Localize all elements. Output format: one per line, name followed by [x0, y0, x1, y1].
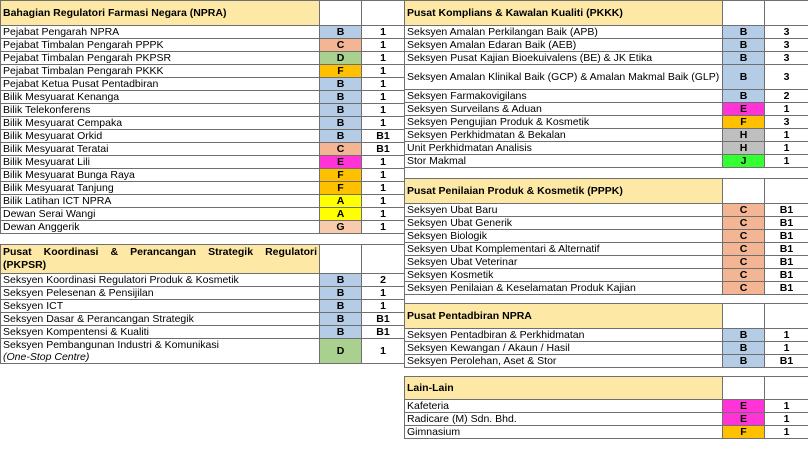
floor-value: 1 — [765, 155, 808, 168]
office-name-text: Bilik Mesyuarat Cempaka — [3, 117, 123, 129]
floor-value: 1 — [362, 221, 405, 234]
table-row — [1, 156, 405, 169]
table-row — [405, 52, 808, 65]
office-name — [405, 243, 723, 256]
floor-value: 1 — [362, 52, 405, 65]
table-row — [405, 355, 808, 368]
table-row — [1, 117, 405, 130]
spacer-row — [1, 234, 405, 245]
table-row — [405, 129, 808, 142]
block-code-badge: B — [320, 300, 362, 313]
block-code-badge: B — [723, 355, 765, 368]
table-row — [405, 90, 808, 103]
block-code-badge: B — [320, 117, 362, 130]
block-code-badge: E — [723, 413, 765, 426]
table-row — [1, 65, 405, 78]
block-code-badge: B — [320, 326, 362, 339]
section-header-row — [405, 1, 808, 26]
floor-value: B1 — [765, 230, 808, 243]
floor-value: 1 — [362, 156, 405, 169]
floor-value: B1 — [765, 243, 808, 256]
office-name-text: Seksyen Pentadbiran & Perkhidmatan — [407, 329, 585, 341]
section-title: Pusat Komplians & Kawalan Kualiti (PKKK) — [405, 1, 723, 26]
block-code-badge: C — [723, 243, 765, 256]
table-row — [1, 39, 405, 52]
block-code-badge: B — [723, 65, 765, 90]
office-name-text: Bilik Mesyuarat Orkid — [3, 130, 103, 142]
table-row — [1, 169, 405, 182]
office-name-text: Seksyen Perkhidmatan & Bekalan — [407, 129, 566, 141]
spacer-cell — [723, 368, 765, 377]
office-name — [1, 169, 320, 182]
table-row — [1, 104, 405, 117]
office-name-text: Seksyen Biologik — [407, 230, 487, 242]
table-row — [1, 208, 405, 221]
office-name-text: Seksyen Dasar & Perancangan Strategik — [3, 313, 194, 325]
block-code-badge: F — [723, 116, 765, 129]
block-code-badge: A — [320, 208, 362, 221]
floor-value: 1 — [765, 426, 808, 439]
spacer-cell — [723, 295, 765, 304]
table-row — [405, 269, 808, 282]
section-title: Pusat Pentadbiran NPRA — [405, 304, 723, 329]
office-name — [1, 78, 320, 91]
block-code-badge: C — [723, 256, 765, 269]
block-code-badge: B — [320, 130, 362, 143]
office-name-text: Seksyen Koordinasi Regulatori Produk & Kosmetik — [3, 274, 239, 286]
floor-value: 3 — [765, 52, 808, 65]
block-code-badge: E — [723, 103, 765, 116]
office-name-note: (One-Stop Centre) — [3, 351, 90, 363]
office-name-text: Seksyen Amalan Edaran Baik (AEB) — [407, 39, 577, 51]
floor-value: 1 — [765, 142, 808, 155]
table-row — [1, 130, 405, 143]
office-name-text: Dewan Serai Wangi — [3, 208, 96, 220]
section-title: Bahagian Regulatori Farmasi Negara (NPRA) — [1, 1, 320, 26]
office-name-text: Seksyen Perolehan, Aset & Stor — [407, 355, 557, 367]
block-code-badge: C — [723, 217, 765, 230]
floor-value: B1 — [362, 313, 405, 326]
floor-value: B1 — [765, 269, 808, 282]
office-name — [1, 221, 320, 234]
table-row — [405, 204, 808, 217]
floor-value: 1 — [362, 208, 405, 221]
table-row — [405, 39, 808, 52]
table-row — [405, 230, 808, 243]
office-name-text: Pejabat Timbalan Pengarah PKPSR — [3, 52, 172, 64]
office-name — [1, 26, 320, 39]
block-code-badge: C — [320, 39, 362, 52]
table-row — [405, 155, 808, 168]
office-name — [405, 103, 723, 116]
office-name — [405, 39, 723, 52]
table-row — [1, 78, 405, 91]
office-name — [405, 282, 723, 295]
table-row — [1, 326, 405, 339]
section-header-row — [405, 304, 808, 329]
office-name — [405, 400, 723, 413]
office-name-text: Seksyen Kewangan / Akaun / Hasil — [407, 342, 570, 354]
floor-value: 1 — [765, 103, 808, 116]
office-name-text: Seksyen Penilaian & Keselamatan Produk Kajian — [407, 282, 636, 294]
office-name — [1, 91, 320, 104]
floor-value: 3 — [765, 116, 808, 129]
office-name — [1, 182, 320, 195]
office-name-text: Stor Makmal — [407, 155, 466, 167]
block-code-badge: D — [320, 339, 362, 364]
office-name — [1, 287, 320, 300]
floor-value: 2 — [362, 274, 405, 287]
office-name-text: Pejabat Timbalan Pengarah PKKK — [3, 65, 164, 77]
office-name — [1, 274, 320, 287]
floor-value: 3 — [765, 26, 808, 39]
office-name-text: Bilik Telekonferens — [3, 104, 91, 116]
block-code-badge: B — [320, 104, 362, 117]
office-name-text: Radicare (M) Sdn. Bhd. — [407, 413, 517, 425]
header-spacer — [320, 1, 362, 26]
floor-value: 1 — [765, 413, 808, 426]
block-code-badge: B — [320, 26, 362, 39]
table-row — [405, 26, 808, 39]
spacer-cell — [362, 234, 405, 245]
office-name — [405, 413, 723, 426]
block-code-badge: F — [723, 426, 765, 439]
office-name — [1, 52, 320, 65]
floor-value: 1 — [362, 169, 405, 182]
floor-value: B1 — [765, 282, 808, 295]
block-code-badge: C — [723, 282, 765, 295]
office-name — [1, 208, 320, 221]
table-row — [405, 342, 808, 355]
office-name — [405, 142, 723, 155]
block-code-badge: B — [320, 91, 362, 104]
floor-value: 1 — [362, 65, 405, 78]
floor-value: 1 — [362, 182, 405, 195]
office-name — [1, 300, 320, 313]
section-title: Lain-Lain — [405, 377, 723, 400]
header-spacer — [765, 304, 808, 329]
floor-value: 1 — [362, 91, 405, 104]
office-name-text: Seksyen Amalan Perkilangan Baik (APB) — [407, 26, 598, 38]
office-name — [1, 156, 320, 169]
office-name-text: Dewan Anggerik — [3, 221, 80, 233]
header-spacer — [723, 304, 765, 329]
spacer-cell — [320, 234, 362, 245]
office-name — [405, 426, 723, 439]
office-name-text: Seksyen Pusat Kajian Bioekuivalens (BE) & JK Etika — [407, 52, 653, 64]
floor-value: 1 — [765, 400, 808, 413]
spacer-cell — [765, 295, 808, 304]
spacer-cell — [405, 368, 723, 377]
office-name — [405, 116, 723, 129]
table-row — [405, 413, 808, 426]
table-row — [1, 26, 405, 39]
office-name — [1, 65, 320, 78]
table-row — [1, 300, 405, 313]
office-name-text: Bilik Latihan ICT NPRA — [3, 195, 112, 207]
table-row — [1, 91, 405, 104]
office-name — [405, 217, 723, 230]
floor-value: B1 — [765, 217, 808, 230]
floor-value: B1 — [765, 204, 808, 217]
office-name — [1, 39, 320, 52]
header-spacer — [723, 1, 765, 26]
office-name — [405, 26, 723, 39]
block-code-badge: F — [320, 65, 362, 78]
office-name-text: Kafeteria — [407, 400, 450, 412]
table-row — [1, 143, 405, 156]
floor-value: 1 — [765, 129, 808, 142]
office-name — [1, 130, 320, 143]
left-directory-table — [0, 0, 405, 364]
spacer-cell — [405, 168, 723, 179]
header-spacer — [765, 1, 808, 26]
spacer-cell — [405, 295, 723, 304]
table-row — [405, 329, 808, 342]
section-title: Pusat Penilaian Produk & Kosmetik (PPPK) — [405, 179, 723, 204]
office-name — [405, 155, 723, 168]
table-row — [1, 274, 405, 287]
office-name — [1, 143, 320, 156]
office-name-text: Seksyen Ubat Komplementari & Alternatif — [407, 243, 600, 255]
office-name — [1, 195, 320, 208]
office-name — [405, 65, 723, 90]
spacer-cell — [765, 368, 808, 377]
block-code-badge: H — [723, 142, 765, 155]
block-code-badge: C — [320, 143, 362, 156]
table-row — [405, 116, 808, 129]
office-name-text: Bilik Mesyuarat Bunga Raya — [3, 169, 135, 181]
section-header-row — [1, 1, 405, 26]
floor-value: 2 — [765, 90, 808, 103]
office-name-text: Seksyen Ubat Baru — [407, 204, 498, 216]
table-row — [1, 221, 405, 234]
office-name-text: Seksyen Ubat Generik — [407, 217, 513, 229]
block-code-badge: B — [723, 329, 765, 342]
block-code-badge: D — [320, 52, 362, 65]
floor-value: B1 — [362, 326, 405, 339]
table-row — [405, 400, 808, 413]
spacer-row — [405, 168, 808, 179]
office-name-text: Seksyen Kompentensi & Kualiti — [3, 326, 149, 338]
header-spacer — [320, 245, 362, 274]
table-row — [405, 426, 808, 439]
floor-value: 1 — [765, 342, 808, 355]
spacer-cell — [723, 168, 765, 179]
block-code-badge: E — [723, 400, 765, 413]
office-name-text: Bilik Mesyuarat Kenanga — [3, 91, 120, 103]
block-code-badge: C — [723, 230, 765, 243]
table-row — [405, 217, 808, 230]
floor-value: 1 — [765, 329, 808, 342]
block-code-badge: G — [320, 221, 362, 234]
office-name-text: Seksyen Amalan Klinikal Baik (GCP) & Amalan Makmal Baik (GLP) — [407, 71, 720, 83]
floor-value: 1 — [362, 117, 405, 130]
table-row — [1, 339, 405, 364]
office-name-text: Seksyen Pengujian Produk & Kosmetik — [407, 116, 590, 128]
table-row — [405, 256, 808, 269]
block-code-badge: J — [723, 155, 765, 168]
office-name — [1, 313, 320, 326]
office-name — [405, 256, 723, 269]
table-row — [1, 52, 405, 65]
floor-value: 1 — [362, 26, 405, 39]
floor-value: 3 — [765, 39, 808, 52]
section-header-row — [405, 377, 808, 400]
block-code-badge: B — [320, 274, 362, 287]
table-row — [405, 243, 808, 256]
floor-value: B1 — [362, 130, 405, 143]
office-name-text: Seksyen Farmakovigilans — [407, 90, 527, 102]
office-name-text: Unit Perkhidmatan Analisis — [407, 142, 532, 154]
office-name — [405, 90, 723, 103]
floor-value: 1 — [362, 78, 405, 91]
block-code-badge: C — [723, 269, 765, 282]
table-row — [405, 282, 808, 295]
table-row — [1, 287, 405, 300]
header-spacer — [362, 245, 405, 274]
spacer-row — [405, 295, 808, 304]
floor-value: 1 — [362, 104, 405, 117]
office-name — [405, 230, 723, 243]
office-name-text: Seksyen Pembangunan Industri & Komunikasi — [3, 339, 219, 351]
table-row — [405, 142, 808, 155]
table-row — [1, 313, 405, 326]
table-row — [405, 65, 808, 90]
office-name-text: Seksyen Kosmetik — [407, 269, 494, 281]
office-name-text: Seksyen Surveilans & Aduan — [407, 103, 542, 115]
block-code-badge: H — [723, 129, 765, 142]
block-code-badge: B — [320, 78, 362, 91]
header-spacer — [765, 377, 808, 400]
block-code-badge: E — [320, 156, 362, 169]
table-row — [1, 182, 405, 195]
floor-value: 3 — [765, 65, 808, 90]
floor-value: 1 — [362, 195, 405, 208]
spacer-row — [405, 368, 808, 377]
floor-value: B1 — [362, 143, 405, 156]
floor-value: 1 — [362, 39, 405, 52]
spacer-cell — [765, 168, 808, 179]
table-row — [405, 103, 808, 116]
floor-value: B1 — [765, 256, 808, 269]
office-name — [405, 355, 723, 368]
block-code-badge: B — [723, 52, 765, 65]
floor-value: B1 — [765, 355, 808, 368]
block-code-badge: B — [723, 39, 765, 52]
office-name-text: Seksyen Pelesenan & Pensijilan — [3, 287, 154, 299]
office-name — [405, 329, 723, 342]
office-name-text: Pejabat Ketua Pusat Pentadbiran — [3, 78, 159, 90]
office-name-text: Bilik Mesyuarat Tanjung — [3, 182, 114, 194]
block-code-badge: B — [320, 313, 362, 326]
floor-value: 1 — [362, 287, 405, 300]
block-code-badge: B — [723, 342, 765, 355]
floor-value: 1 — [362, 339, 405, 364]
office-name-text: Gimnasium — [407, 426, 461, 438]
office-name-text: Pejabat Pengarah NPRA — [3, 26, 120, 38]
block-code-badge: B — [723, 90, 765, 103]
section-title: Pusat Koordinasi & Perancangan Strategik Regulatori (PKPSR) — [1, 245, 320, 274]
block-code-badge: C — [723, 204, 765, 217]
office-name — [405, 129, 723, 142]
right-directory-table — [404, 0, 808, 439]
office-name — [405, 204, 723, 217]
header-spacer — [362, 1, 405, 26]
section-header-row — [1, 245, 405, 274]
office-name-text: Seksyen Ubat Veterinar — [407, 256, 518, 268]
office-name-text: Seksyen ICT — [3, 300, 64, 312]
table-row — [1, 195, 405, 208]
block-code-badge: F — [320, 169, 362, 182]
office-name — [405, 52, 723, 65]
office-name-text: Bilik Mesyuarat Lili — [3, 156, 90, 168]
block-code-badge: A — [320, 195, 362, 208]
section-header-row — [405, 179, 808, 204]
floor-value: 1 — [362, 300, 405, 313]
office-name-text: Bilik Mesyuarat Teratai — [3, 143, 109, 155]
office-name — [1, 339, 320, 364]
office-name-text: Pejabat Timbalan Pengarah PPPK — [3, 39, 164, 51]
office-name — [1, 104, 320, 117]
office-name — [405, 269, 723, 282]
office-name — [405, 342, 723, 355]
header-spacer — [723, 377, 765, 400]
office-name — [1, 117, 320, 130]
header-spacer — [765, 179, 808, 204]
block-code-badge: F — [320, 182, 362, 195]
block-code-badge: B — [320, 287, 362, 300]
spacer-cell — [1, 234, 320, 245]
block-code-badge: B — [723, 26, 765, 39]
header-spacer — [723, 179, 765, 204]
office-name — [1, 326, 320, 339]
